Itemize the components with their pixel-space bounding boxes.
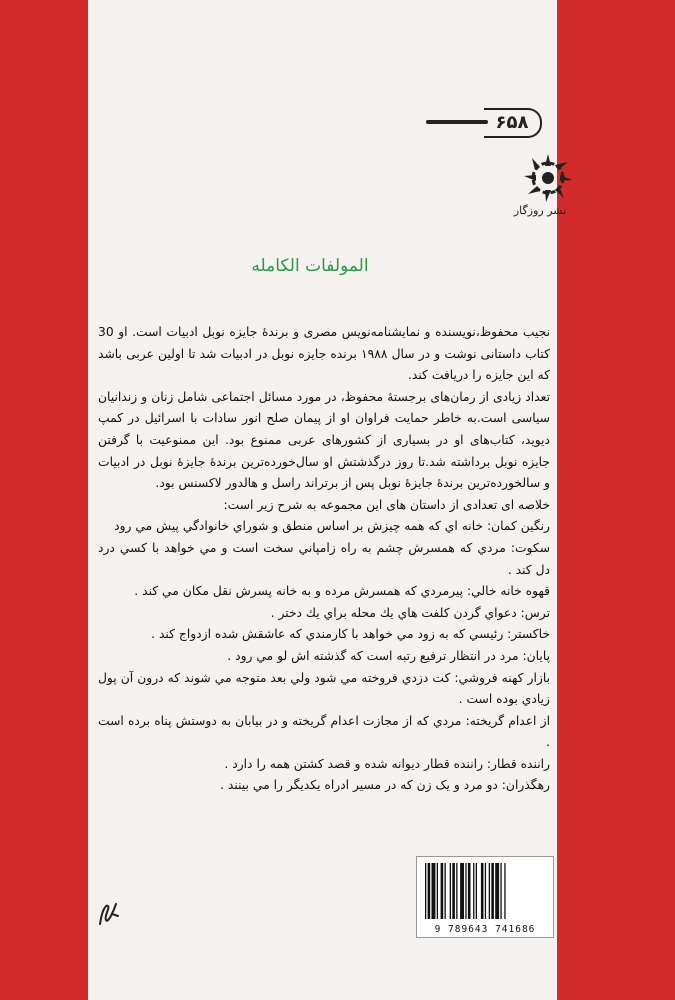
paragraph-summary-intro: خلاصه ای تعدادی از داستان های این مجموعه به شرح زیر است: [223, 497, 550, 512]
story-item: ترس: دعواي گردن كلفت هاي يك محله براي يك دختر . [270, 605, 550, 620]
story-item: قهوه خانه خالي: پیرمردي که همسرش مرده و به خانه پسرش نقل مکان مي کند . [134, 584, 550, 599]
story-item: رنگین کمان: خانه اي كه همه چيزش بر اساس منطق و شوراي خانوادگي پيش مي رود [114, 519, 550, 534]
story-item: خاکستر: رئيسي كه به زود مي خواهد با كارمندي كه عاشقش شده ازدواج كند . [151, 627, 550, 642]
barcode-bars [417, 857, 553, 921]
paragraph-novels: تعداد زیادی از رمان‌های برجستهٔ محفوظ، در مورد مسائل اجتماعی شامل زنان و زندانیان سیاسی است.به خاطر حمایت فراوان او از پیمان صلح انور سادات با اسرائیل در کمپ دیوید، کتاب‌های او در بسیاری از کشورهای عربی ممنوع بود. این ممنوعیت با گرفتن جایزه نوبل برداشته شد.تا روز درگذشتش او سال‌خورده‌ترین برندهٔ جایزهٔ نوبل در ادبیات و سالخورده‌ترین برندهٔ جایزهٔ نوبل پس از برتراند راسل و هالدور لاکسنس بود. [98, 389, 550, 491]
story-item: سکوت: مردي که همسرش چشم به راه زامپاني سخت است و مي خواهد با کسي درد دل کند . [98, 540, 550, 577]
book-title: المولفات الکامله [251, 256, 369, 276]
story-item: رهگذران: دو مرد و يک زن که در مسير ادراه يکديگر را مي بينند . [220, 778, 550, 793]
story-item: از اعدام گريخته: مردي که از مجازت اعدام گريخته و در بيابان به دوستش پناه برده است . [98, 713, 550, 750]
story-item: راننده قطار: راننده قطار ديوانه شده و قصد کشتن همه را دارد . [224, 756, 550, 771]
isbn-number: 9 789643 741686 [434, 924, 536, 935]
publisher-logo-icon [520, 150, 576, 206]
paragraph-bio: نجیب محفوظ،نویسنده و نمایشنامه‌نویس مصری و برندهٔ جایزه نوبل ادبیات است. او 30 کتاب داستانی نوشت و در سال ۱۹۸۸ برنده جایزه نوبل در ادبیات شد تا اولین عربی باشد که این جایزه را دریافت کند. [98, 325, 550, 383]
description-text [98, 322, 550, 797]
isbn-barcode [416, 856, 554, 938]
series-badge-line [426, 120, 488, 124]
publisher-name: نشر روزگار [513, 204, 567, 217]
story-item: بازار کهنه فروشي: کت دزدي فروخته مي شود ولي بعد متوجه مي شوند که درون آن پول زيادي بوده است . [98, 670, 550, 707]
designer-signature-icon [96, 900, 122, 928]
series-number: ۶۵۸ [484, 108, 542, 138]
series-number-badge [426, 108, 546, 138]
left-red-stripe [0, 0, 88, 1000]
story-item: پايان: مرد در انتظار ترفيع رتبه است كه گذشته اش لو مي رود . [227, 648, 550, 663]
